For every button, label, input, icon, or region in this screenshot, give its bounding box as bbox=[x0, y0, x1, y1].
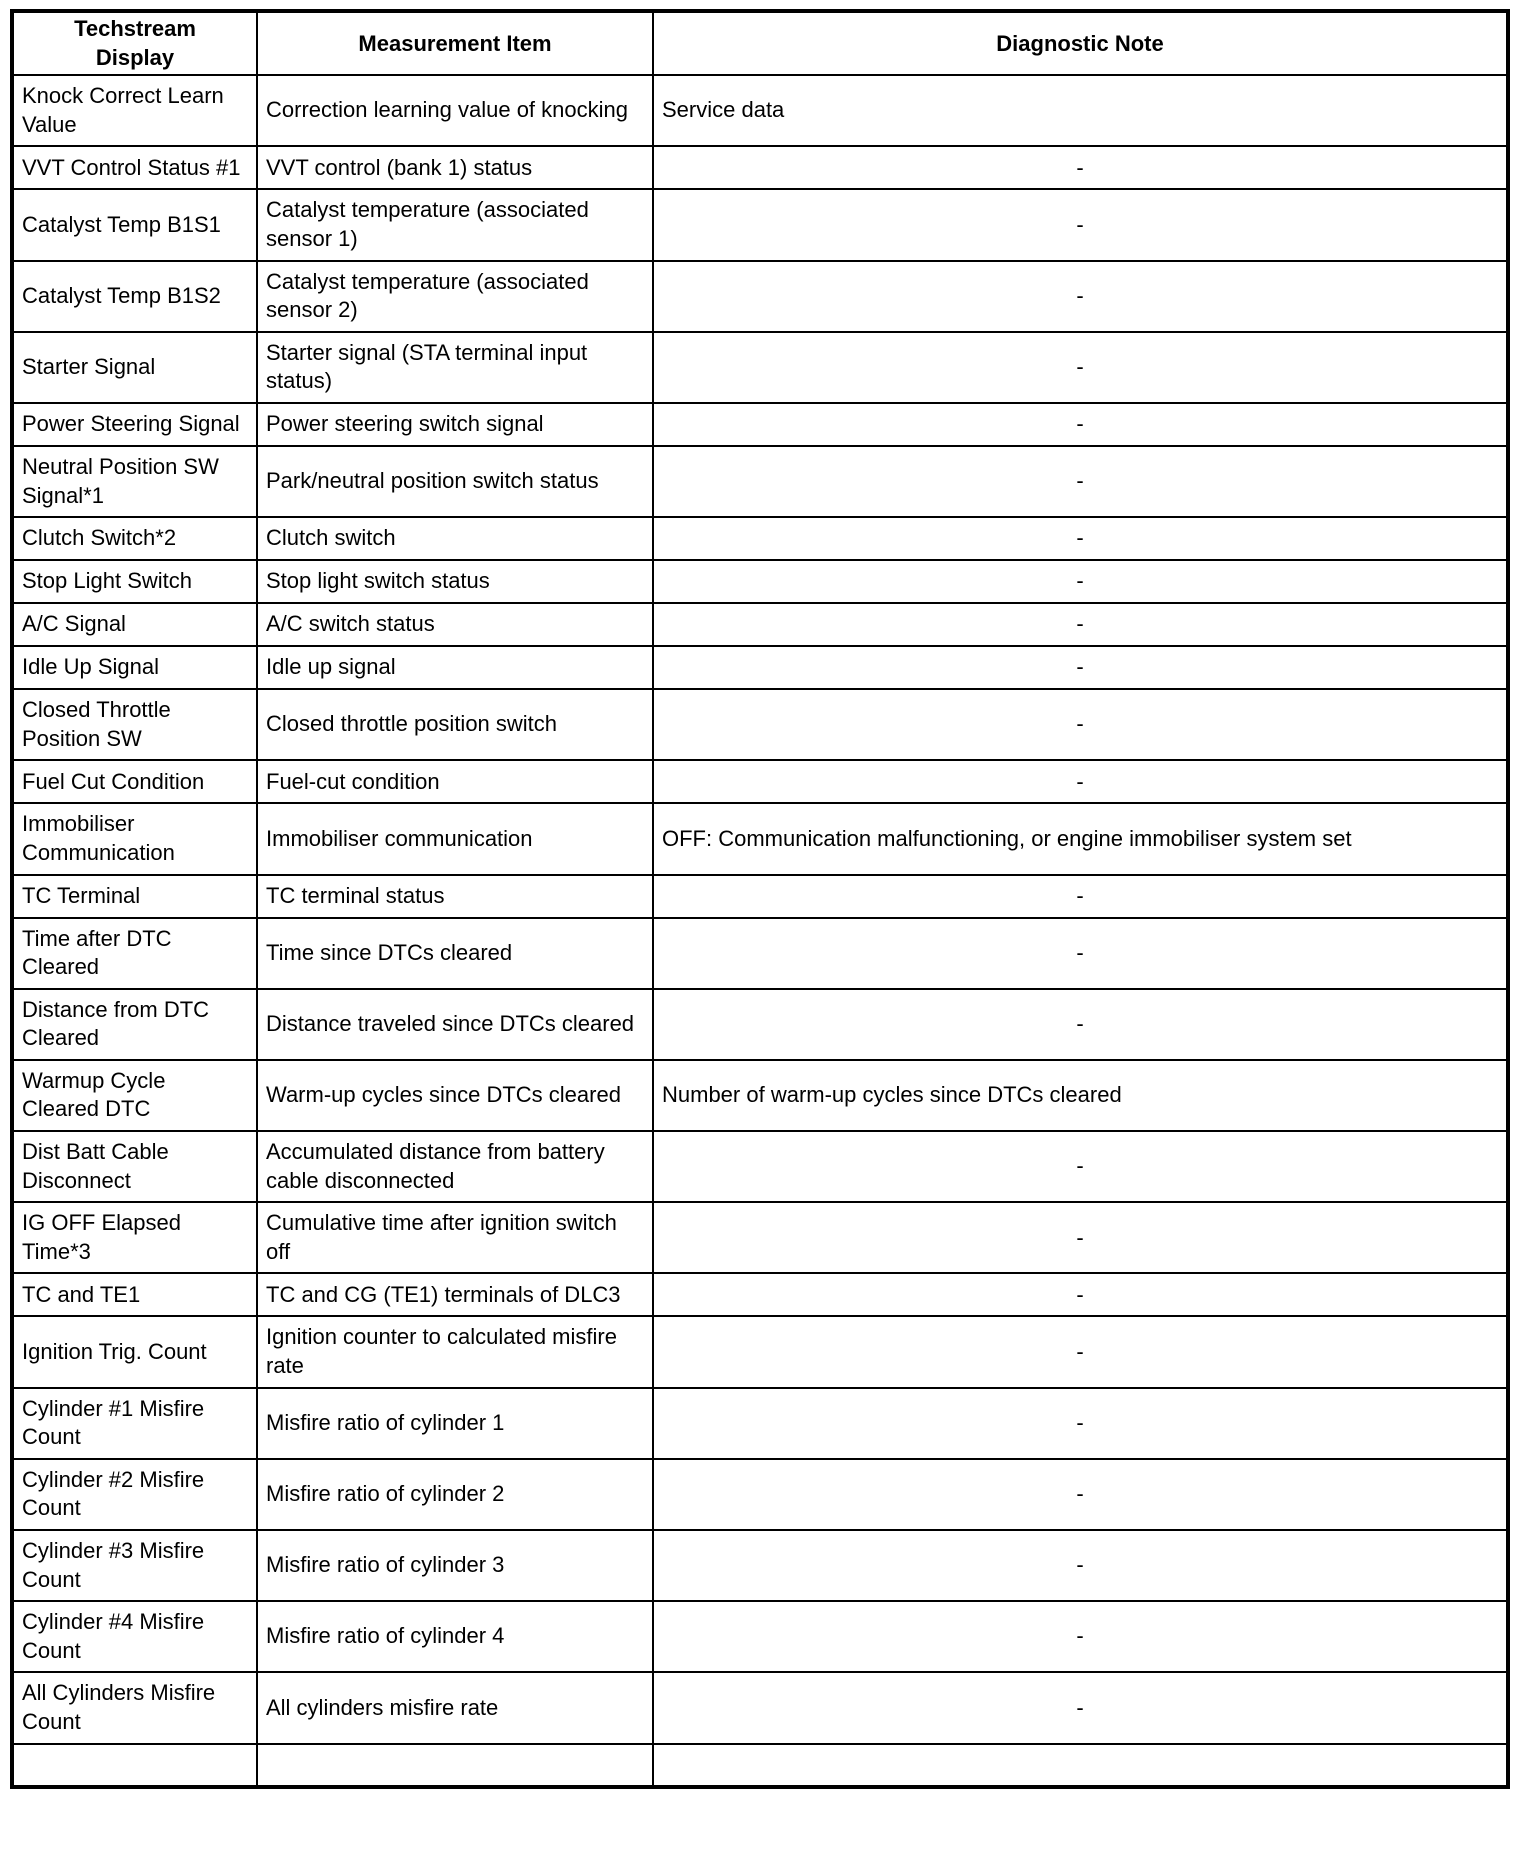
measurement-item-cell: Fuel-cut condition bbox=[257, 760, 653, 803]
diagnostic-note-cell: - bbox=[653, 760, 1508, 803]
techstream-display-cell: Distance from DTC Cleared bbox=[12, 989, 257, 1060]
diagnostic-note-cell: - bbox=[653, 646, 1508, 689]
col-header-techstream-display bbox=[12, 11, 257, 75]
diagnostic-note-cell: - bbox=[653, 603, 1508, 646]
techstream-display-cell: Cylinder #2 Misfire Count bbox=[12, 1459, 257, 1530]
diagnostic-note-cell: Service data bbox=[653, 75, 1508, 146]
measurement-item-cell: Idle up signal bbox=[257, 646, 653, 689]
diagnostic-note-cell: - bbox=[653, 989, 1508, 1060]
techstream-display-cell: Idle Up Signal bbox=[12, 646, 257, 689]
diagnostic-note-cell: - bbox=[653, 1601, 1508, 1672]
diagnostic-note-cell: - bbox=[653, 517, 1508, 560]
table-row bbox=[12, 803, 1508, 874]
techstream-display-cell: VVT Control Status #1 bbox=[12, 146, 257, 189]
techstream-data-list-table bbox=[10, 9, 1510, 1789]
table-row bbox=[12, 1672, 1508, 1743]
diagnostic-note-cell: OFF: Communication malfunctioning, or engine immobiliser system set bbox=[653, 803, 1508, 874]
table-row bbox=[12, 261, 1508, 332]
techstream-display-cell: Closed Throttle Position SW bbox=[12, 689, 257, 760]
techstream-display-cell: Dist Batt Cable Disconnect bbox=[12, 1131, 257, 1202]
table-row bbox=[12, 918, 1508, 989]
measurement-item-cell: A/C switch status bbox=[257, 603, 653, 646]
techstream-display-cell: Power Steering Signal bbox=[12, 403, 257, 446]
measurement-item-cell: Correction learning value of knocking bbox=[257, 75, 653, 146]
techstream-display-cell: Cylinder #3 Misfire Count bbox=[12, 1530, 257, 1601]
diagnostic-note-cell: - bbox=[653, 1202, 1508, 1273]
diagnostic-note-cell: - bbox=[653, 1459, 1508, 1530]
measurement-item-cell: Immobiliser communication bbox=[257, 803, 653, 874]
table-header bbox=[12, 11, 1508, 75]
table-row bbox=[12, 146, 1508, 189]
diagnostic-note-cell: Number of warm-up cycles since DTCs cleared bbox=[653, 1060, 1508, 1131]
measurement-item-cell: Time since DTCs cleared bbox=[257, 918, 653, 989]
col-header-techstream-display-label: Techstream Display bbox=[74, 16, 196, 70]
measurement-item-cell: All cylinders misfire rate bbox=[257, 1672, 653, 1743]
table-row bbox=[12, 875, 1508, 918]
techstream-display-cell: Cylinder #4 Misfire Count bbox=[12, 1601, 257, 1672]
partial-row bbox=[12, 1744, 1508, 1787]
diagnostic-note-cell: - bbox=[653, 1131, 1508, 1202]
col-header-diagnostic-note bbox=[653, 11, 1508, 75]
measurement-item-cell: TC and CG (TE1) terminals of DLC3 bbox=[257, 1273, 653, 1316]
diagnostic-note-cell: - bbox=[653, 146, 1508, 189]
diagnostic-note-cell: - bbox=[653, 1672, 1508, 1743]
diagnostic-note-cell: - bbox=[653, 875, 1508, 918]
measurement-item-cell: Closed throttle position switch bbox=[257, 689, 653, 760]
techstream-display-cell: Stop Light Switch bbox=[12, 560, 257, 603]
diagnostic-note-cell: - bbox=[653, 1388, 1508, 1459]
measurement-item-cell: Catalyst temperature (associated sensor 2) bbox=[257, 261, 653, 332]
table-row bbox=[12, 1060, 1508, 1131]
diagnostic-note-cell: - bbox=[653, 261, 1508, 332]
partial-cell bbox=[12, 1744, 257, 1787]
techstream-display-cell: Catalyst Temp B1S2 bbox=[12, 261, 257, 332]
table-row bbox=[12, 1459, 1508, 1530]
partial-cell bbox=[653, 1744, 1508, 1787]
measurement-item-cell: Catalyst temperature (associated sensor 1) bbox=[257, 189, 653, 260]
header-row bbox=[12, 11, 1508, 75]
partial-cell bbox=[257, 1744, 653, 1787]
measurement-item-cell: Starter signal (STA terminal input status) bbox=[257, 332, 653, 403]
diagnostic-note-cell: - bbox=[653, 1530, 1508, 1601]
techstream-display-cell: Warmup Cycle Cleared DTC bbox=[12, 1060, 257, 1131]
measurement-item-cell: Distance traveled since DTCs cleared bbox=[257, 989, 653, 1060]
measurement-item-cell: Park/neutral position switch status bbox=[257, 446, 653, 517]
measurement-item-cell: Misfire ratio of cylinder 4 bbox=[257, 1601, 653, 1672]
measurement-item-cell: Warm-up cycles since DTCs cleared bbox=[257, 1060, 653, 1131]
measurement-item-cell: TC terminal status bbox=[257, 875, 653, 918]
measurement-item-cell: Misfire ratio of cylinder 2 bbox=[257, 1459, 653, 1530]
table-row bbox=[12, 1273, 1508, 1316]
measurement-item-cell: Cumulative time after ignition switch off bbox=[257, 1202, 653, 1273]
measurement-item-cell: Clutch switch bbox=[257, 517, 653, 560]
techstream-display-cell: All Cylinders Misfire Count bbox=[12, 1672, 257, 1743]
col-header-diagnostic-note-label: Diagnostic Note bbox=[996, 30, 1164, 56]
table-row bbox=[12, 989, 1508, 1060]
col-header-measurement-item bbox=[257, 11, 653, 75]
table-row bbox=[12, 403, 1508, 446]
techstream-display-cell: Immobiliser Communication bbox=[12, 803, 257, 874]
table-row bbox=[12, 1316, 1508, 1387]
table-row bbox=[12, 75, 1508, 146]
techstream-display-cell: A/C Signal bbox=[12, 603, 257, 646]
table-row bbox=[12, 760, 1508, 803]
table-row bbox=[12, 446, 1508, 517]
table-row bbox=[12, 646, 1508, 689]
diagnostic-note-cell: - bbox=[653, 332, 1508, 403]
techstream-display-cell: TC Terminal bbox=[12, 875, 257, 918]
table-row bbox=[12, 189, 1508, 260]
techstream-display-cell: Cylinder #1 Misfire Count bbox=[12, 1388, 257, 1459]
measurement-item-cell: VVT control (bank 1) status bbox=[257, 146, 653, 189]
table-row bbox=[12, 332, 1508, 403]
techstream-display-cell: Fuel Cut Condition bbox=[12, 760, 257, 803]
diagnostic-note-cell: - bbox=[653, 1273, 1508, 1316]
techstream-display-cell: Clutch Switch*2 bbox=[12, 517, 257, 560]
measurement-item-cell: Misfire ratio of cylinder 1 bbox=[257, 1388, 653, 1459]
table-row bbox=[12, 1530, 1508, 1601]
table-body bbox=[12, 75, 1508, 1743]
techstream-display-cell: Knock Correct Learn Value bbox=[12, 75, 257, 146]
techstream-display-cell: TC and TE1 bbox=[12, 1273, 257, 1316]
diagnostic-note-cell: - bbox=[653, 560, 1508, 603]
diagnostic-note-cell: - bbox=[653, 1316, 1508, 1387]
techstream-display-cell: Neutral Position SW Signal*1 bbox=[12, 446, 257, 517]
measurement-item-cell: Power steering switch signal bbox=[257, 403, 653, 446]
table-row bbox=[12, 1131, 1508, 1202]
col-header-measurement-item-label: Measurement Item bbox=[358, 30, 552, 56]
measurement-item-cell: Stop light switch status bbox=[257, 560, 653, 603]
table-row bbox=[12, 1388, 1508, 1459]
table-row bbox=[12, 689, 1508, 760]
measurement-item-cell: Ignition counter to calculated misfire rate bbox=[257, 1316, 653, 1387]
diagnostic-note-cell: - bbox=[653, 446, 1508, 517]
measurement-item-cell: Misfire ratio of cylinder 3 bbox=[257, 1530, 653, 1601]
techstream-display-cell: Catalyst Temp B1S1 bbox=[12, 189, 257, 260]
techstream-display-cell: IG OFF Elapsed Time*3 bbox=[12, 1202, 257, 1273]
table-footer bbox=[12, 1744, 1508, 1787]
table-row bbox=[12, 560, 1508, 603]
techstream-display-cell: Time after DTC Cleared bbox=[12, 918, 257, 989]
diagnostic-note-cell: - bbox=[653, 689, 1508, 760]
table-row bbox=[12, 603, 1508, 646]
measurement-item-cell: Accumulated distance from battery cable disconnected bbox=[257, 1131, 653, 1202]
techstream-display-cell: Starter Signal bbox=[12, 332, 257, 403]
table-row bbox=[12, 517, 1508, 560]
techstream-display-cell: Ignition Trig. Count bbox=[12, 1316, 257, 1387]
diagnostic-note-cell: - bbox=[653, 918, 1508, 989]
table-row bbox=[12, 1202, 1508, 1273]
diagnostic-note-cell: - bbox=[653, 403, 1508, 446]
diagnostic-note-cell: - bbox=[653, 189, 1508, 260]
table-row bbox=[12, 1601, 1508, 1672]
